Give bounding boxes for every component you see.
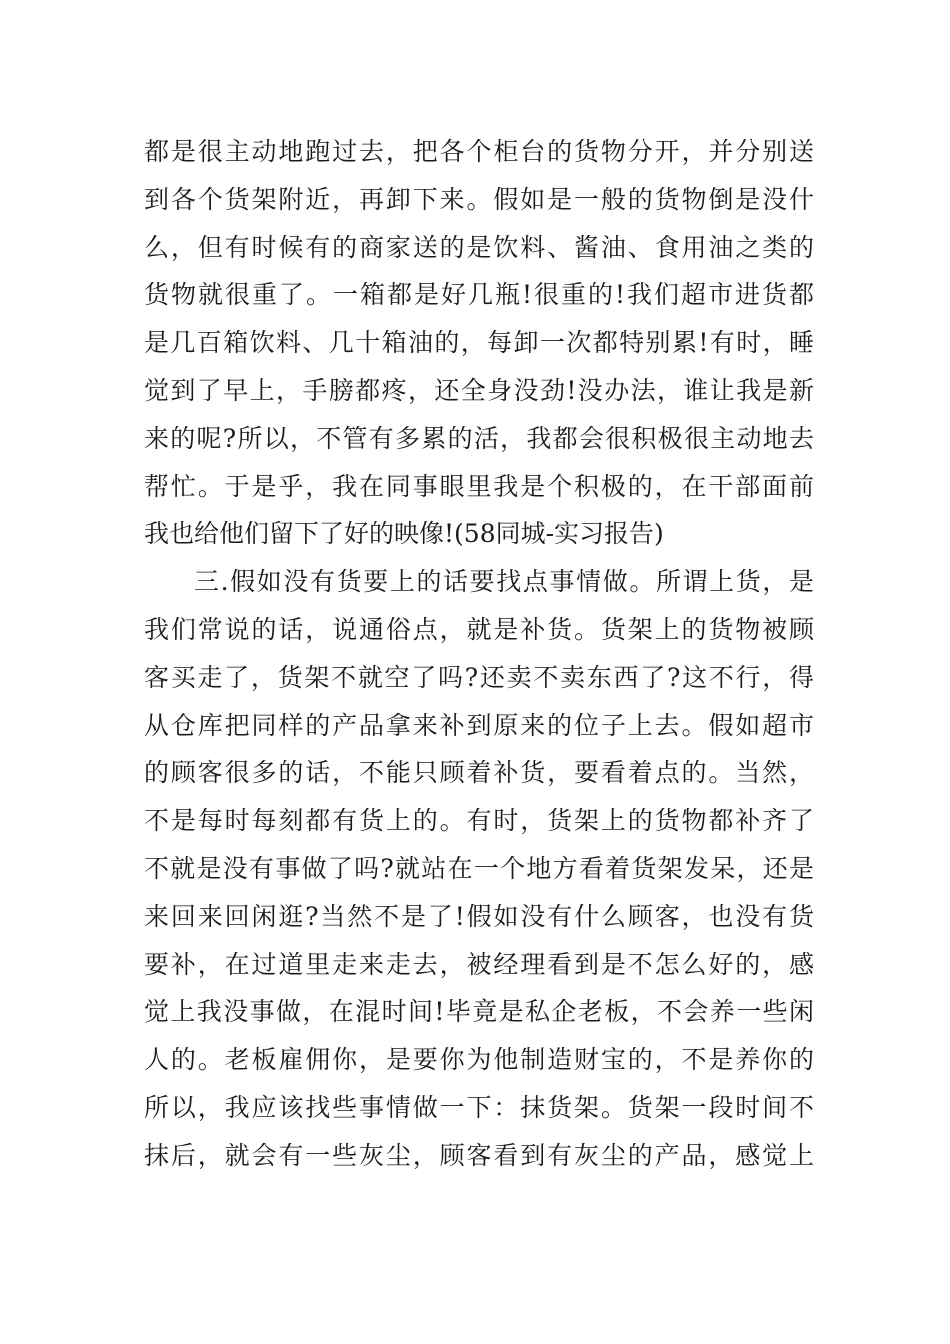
paragraph-start-line: 三.假如没有货要上的话要找点事情做。所谓上货，是 (194, 567, 814, 597)
text-line: 么，但有时候有的商家送的是饮料、酱油、食用油之类的 (144, 232, 814, 262)
text-line: 所以，我应该找些事情做一下：抹货架。货架一段时间不 (144, 1092, 814, 1122)
text-line: 觉到了早上，手膀都疼，还全身没劲!没办法，谁让我是新 (144, 375, 814, 405)
text-line: 从仓库把同样的产品拿来补到原来的位子上去。假如超市 (144, 710, 814, 740)
text-line: 货物就很重了。一箱都是好几瓶!很重的!我们超市进货都 (144, 280, 814, 310)
text-line: 我也给他们留下了好的映像!(58同城-实习报告) (144, 519, 664, 549)
text-line: 帮忙。于是乎，我在同事眼里我是个积极的，在干部面前 (144, 471, 814, 501)
text-line: 抹后，就会有一些灰尘，顾客看到有灰尘的产品，感觉上 (144, 1140, 814, 1170)
text-line: 来回来回闲逛?当然不是了!假如没有什么顾客，也没有货 (144, 901, 814, 931)
text-line: 是几百箱饮料、几十箱油的，每卸一次都特别累!有时，睡 (144, 328, 814, 358)
text-line: 觉上我没事做，在混时间!毕竟是私企老板，不会养一些闲 (144, 997, 814, 1027)
text-line: 都是很主动地跑过去，把各个柜台的货物分开，并分别送 (144, 137, 814, 166)
text-line: 的顾客很多的话，不能只顾着补货，要看着点的。当然， (144, 758, 814, 788)
text-line: 来的呢?所以，不管有多累的活，我都会很积极很主动地去 (144, 423, 814, 453)
text-line: 我们常说的话，说通俗点，就是补货。货架上的货物被顾 (144, 614, 814, 644)
body-text (144, 128, 814, 1180)
text-line: 不是每时每刻都有货上的。有时，货架上的货物都补齐了 (144, 806, 814, 836)
text-line: 到各个货架附近，再卸下来。假如是一般的货物倒是没什 (144, 184, 814, 214)
text-line: 人的。老板雇佣你，是要你为他制造财宝的，不是养你的 (144, 1045, 814, 1075)
text-line: 客买走了，货架不就空了吗?还卖不卖东西了?这不行，得 (144, 662, 814, 692)
text-line: 不就是没有事做了吗?就站在一个地方看着货架发呆，还是 (144, 853, 814, 883)
text-line: 要补，在过道里走来走去，被经理看到是不怎么好的，感 (144, 949, 814, 979)
